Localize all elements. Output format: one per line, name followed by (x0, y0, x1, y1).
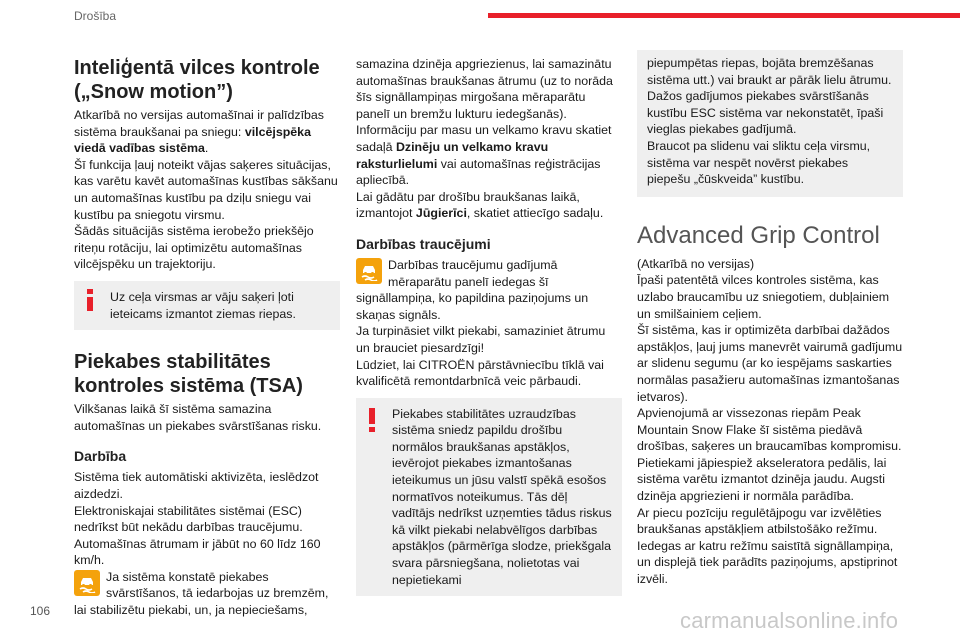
agc-para-2: Īpaši patentētā vilces kontroles sistēma, kas uzlabo braucamību uz sniegotiem, dubļainiem un smilšainiem ceļiem. (637, 273, 890, 321)
winter-tyre-info-text: Uz ceļa virsmas ar vāju saķeri ļoti ieteicams izmantot ziemas riepas. (110, 289, 296, 321)
section-title: Drošība (74, 9, 117, 23)
snow-motion-heading: Inteliģentā vilces kontrole („Snow motion”) (74, 57, 320, 103)
snow-intro-text: Atkarībā no versijas automašīnai ir palīdzības sistēma braukšanai pa sniegu: (74, 108, 325, 139)
load-info-para (356, 122, 622, 188)
agc-para-6: Ar piecu pozīciju regulētājpogu var izvēlēties braukšanas apstākļiem atbilstošāko režīmu. (637, 505, 882, 537)
tsa-para-5 (74, 569, 340, 619)
malfunction-text: Darbības traucējumu gadījumā mēraparātu panelī iedegas šī signāllampiņa, ko papildina paziņojums un skaņas signāls. (356, 257, 589, 322)
tsa-operation-heading: Darbība (74, 448, 127, 465)
malfunction-para (356, 257, 622, 323)
page-number: 106 (30, 604, 51, 618)
agc-para-3: Šī sistēma, kas ir optimizēta darbībai dažādos apstākļos, ļauj jums manevrēt vairumā gadījumu ar slidenu segumu (ar ko iespējams saskarties normālas pasažieru automašīnas izmantošanas ietvaros). (637, 323, 903, 404)
snow-motion-para-3: Šādās situācijās sistēma ierobežo priekšējo riteņu rotāciju, lai optimizētu automašīnas vilcējspēku un trajektoriju. (74, 224, 314, 272)
column-3 (637, 50, 903, 588)
load-info-bold: Dzinēju un velkamo kravu raksturlielumi (356, 139, 549, 171)
advanced-grip-control-heading: Advanced Grip Control (637, 221, 880, 249)
exclamation-icon (368, 408, 376, 437)
towbar-bold: Jūgierīci (415, 206, 467, 221)
agc-para-5: Pietiekami jāpiespiež akseleratora pedālis, lai sistēma varētu izmantot dzinēja jaudu. Augsti dzinēja apgriezieni ir normāla parādība. (637, 455, 887, 504)
load-info-end: vai automašīnas reģistrācijas apliecībā. (356, 156, 601, 188)
winter-tyre-info-box (74, 281, 340, 330)
tsa-warning-text: Piekabes stabilitātes uzraudzības sistēma sniedz papildu drošību normālos braukšanas apstākļos, ievērojot piekabes izmantošanas ieteikumus un jūsu valstī spēkā esošos normatīvos noteikumus. Tās dēļ vadītājs nedrīkst uzņemties tādus riskus kā vilkt piekabi nelabvēlīgos darbības apstākļos (pārmērīga slodze, priekšgala svara pārsniegšana, nolietotas vai nepietiekami (392, 406, 612, 587)
snow-intro-bold: vilcējspēka viedā vadības sistēma (74, 124, 311, 156)
tsa-cont-para: samazina dzinēja apgriezienus, lai samazinātu automašīnas braukšanas ātrumu (uz to norāda šīs signāllampiņas mirgošana mēraparātu panelī un bremžu lukturu iedegšanās). (356, 57, 613, 121)
column-2 (356, 50, 622, 604)
malfunction-para-3: Lūdziet, lai CITROËN pārstāvniecību tīklā vai kvalificētā remontdarbnīcā veic pārbaudi. (356, 357, 604, 389)
info-icon (86, 289, 94, 315)
malfunction-para-2: Ja turpināsiet vilkt piekabi, samaziniet ātrumu un brauciet piesardzīgi! (356, 324, 606, 355)
malfunction-heading: Darbības traucējumi (356, 235, 491, 252)
warning-cont-para: piepumpētas riepas, bojāta bremzēšanas sistēma utt.) vai braukt ar pārāk lielu ātrumu. (647, 56, 892, 87)
load-info-text: Informāciju par masu un velkamo kravu skatiet sadaļā (356, 123, 612, 154)
skid-car-warning-lamp-icon (74, 570, 100, 596)
section-accent-bar (488, 13, 960, 18)
snow-motion-para-2: Šī funkcija ļauj noteikt vājas saķeres situācijas, kas varētu kavēt automašīnas kustības sākšanu un automašīnas kustību pa dziļu sniegu vai kustību pa sniegotu virsmu. (74, 157, 338, 222)
watermark: carmanualsonline.info (680, 608, 899, 633)
towbar-para (356, 189, 622, 222)
tsa-para-5-text: Ja sistēma konstatē piekabes svārstīšanos, tā iedarbojas uz bremzēm, lai stabilizētu piekabi, un, ja nepieciešams, (74, 569, 329, 618)
agc-para-4: Apvienojumā ar vissezonas riepām Peak Mountain Snow Flake šī sistēma piedāvā drošības, saķeres un braucamības kompromisu. (637, 406, 902, 454)
towbar-end: , skatiet attiecīgo sadaļu. (466, 206, 604, 221)
tsa-heading: Piekabes stabilitātes kontroles sistēma (TSA) (74, 351, 303, 398)
tsa-para-4: Automašīnas ātrumam ir jābūt no 60 līdz 160 km/h. (74, 536, 321, 568)
warning-cont-para-2: Dažos gadījumos piekabes svārstīšanās kustību ESC sistēma var nekonstatēt, īpaši vieglas piekabes gadījumā. (647, 89, 884, 137)
column-1 (74, 50, 340, 619)
tsa-para-3: Elektroniskajai stabilitātes sistēmai (ESC) nedrīkst būt nekādu darbības traucējumu. (74, 503, 303, 535)
tsa-warning-box (356, 398, 622, 597)
tsa-para-2: Sistēma tiek automātiski aktivizēta, ieslēdzot aizdedzi. (74, 470, 319, 501)
skid-car-warning-lamp-icon (356, 258, 382, 284)
snow-motion-intro (74, 107, 340, 157)
agc-para-7: Iedegas ar katru režīmu saistītā signāllampiņa, un displejā tiek parādīts paziņojums, apstiprinot izvēli. (637, 538, 898, 587)
towbar-text: Lai gādātu par drošību braukšanas laikā, izmantojot (356, 189, 580, 221)
tsa-warning-box-continued (637, 50, 903, 197)
tsa-intro: Vilkšanas laikā šī sistēma samazina automašīnas un piekabes svārstīšanas risku. (74, 402, 322, 433)
warning-cont-para-3: Braucot pa slidenu vai sliktu ceļa virsmu, sistēma var nespēt novērst piekabes piepešu „čūskveida” kustību. (647, 138, 871, 187)
snow-intro-end: . (204, 141, 209, 156)
agc-para-1: (Atkarībā no versijas) (637, 256, 755, 271)
